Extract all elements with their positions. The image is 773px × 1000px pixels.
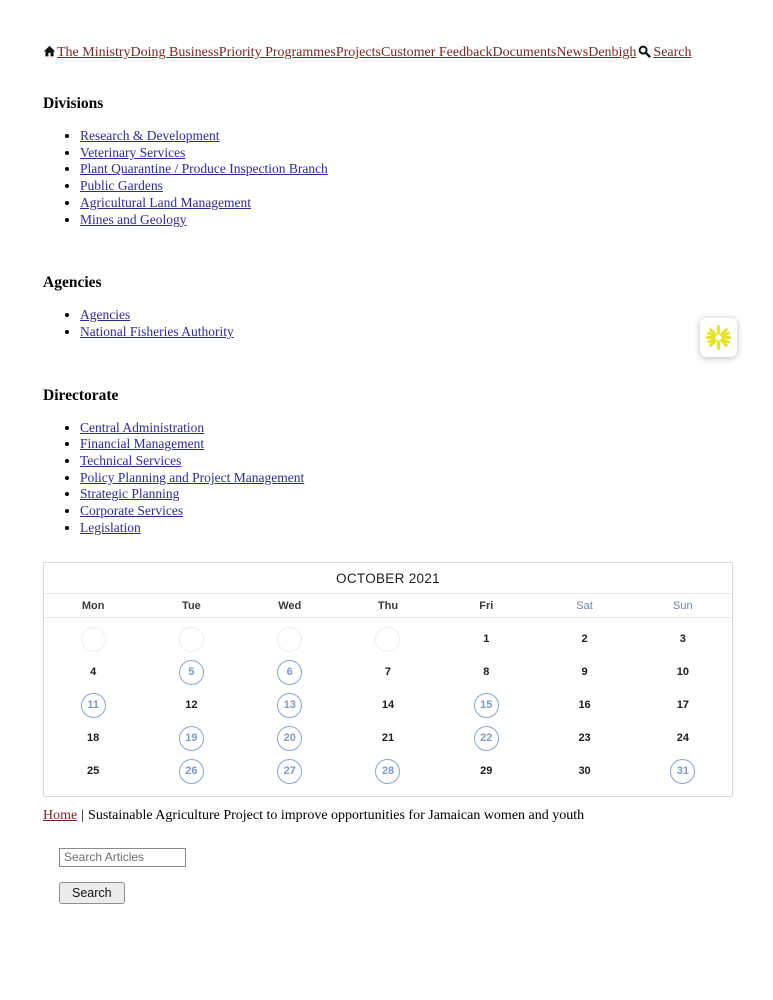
accessibility-widget-button[interactable] [700,318,737,357]
link-technical-services[interactable]: Technical Services [80,453,182,469]
search-articles-input[interactable] [59,848,186,867]
link-agricultural-land-management[interactable]: Agricultural Land Management [80,194,251,210]
calendar-cell [437,689,535,722]
link-policy-planning-and-project-management[interactable]: Policy Planning and Project Management [80,469,305,485]
list-item [80,453,733,470]
calendar-cell [437,755,535,788]
section-title-directorate: Directorate [43,386,119,404]
calendar-day-9: 9 [581,666,588,679]
calendar-day-16: 16 [578,699,591,712]
calendar-day-23: 23 [578,732,591,745]
calendar-dayname-wed: Wed [278,599,302,612]
calendar-day-25: 25 [87,765,100,778]
calendar-day-28[interactable]: 28 [375,759,400,784]
accessibility-asterisk-icon [705,324,732,351]
calendar-day-21: 21 [381,732,395,745]
list-item [80,178,733,195]
calendar-empty-day [375,627,400,652]
nav-link-denbigh[interactable]: Denbigh [588,45,637,60]
nav-link-documents[interactable]: Documents [492,45,557,60]
list-item [80,503,733,520]
link-research-development[interactable]: Research & Development [80,128,220,143]
calendar-day-4: 4 [90,666,97,679]
nav-links [57,45,636,60]
calendar-cell [44,722,142,755]
calendar-cell [44,755,142,788]
section-list-directorate [43,420,733,537]
article-search [59,848,733,904]
calendar-day-18: 18 [87,732,100,745]
calendar-day-5[interactable]: 5 [179,660,204,685]
calendar-title: OCTOBER 2021 [44,563,732,594]
calendar-day-17: 17 [676,699,689,712]
nav-link-doing-business[interactable]: Doing Business [130,45,219,60]
calendar-day-12: 12 [185,699,198,712]
calendar-dayname-mon: Mon [81,599,105,612]
calendar-cell [634,722,732,755]
breadcrumb [43,807,733,825]
calendar-cell [142,722,240,755]
calendar-day-2: 2 [581,633,588,646]
calendar-day-31[interactable]: 31 [670,759,695,784]
link-central-administration[interactable]: Central Administration [80,419,205,435]
calendar-day-15[interactable]: 15 [474,693,499,718]
search-link[interactable] [638,45,691,60]
list-item [80,470,733,487]
breadcrumb-separator: | [81,807,85,823]
section-title-agencies: Agencies [43,274,102,292]
list-item [80,436,733,453]
calendar-cell [634,689,732,722]
calendar-cell [437,722,535,755]
section-list-agencies [43,307,733,340]
calendar-cell [142,623,240,656]
nav-link-projects[interactable]: Projects [335,45,381,60]
calendar-day-29: 29 [480,765,493,778]
calendar-cell [241,689,339,722]
link-public-gardens[interactable]: Public Gardens [80,178,163,194]
list-item [80,520,733,537]
calendar-day-13[interactable]: 13 [277,693,302,718]
nav-link-priority-programmes[interactable]: Priority Programmes [218,45,336,60]
link-veterinary-services[interactable]: Veterinary Services [80,144,186,160]
calendar-cell [339,656,437,689]
calendar-day-27[interactable]: 27 [277,759,302,784]
nav-link-news[interactable]: News [556,45,589,60]
list-item [80,161,733,178]
calendar-day-30: 30 [578,765,591,778]
list-item [80,128,733,145]
calendar-cell [634,623,732,656]
calendar-cell [339,689,437,722]
calendar-empty-day [81,627,106,652]
page-title: Sustainable Agriculture Project to improve opportunities for Jamaican women and youth [88,807,585,823]
link-corporate-services[interactable]: Corporate Services [80,503,184,519]
calendar-cell [634,755,732,788]
calendar-cell [535,722,633,755]
nav-link-the-ministry[interactable]: The Ministry [57,45,131,60]
calendar-cell [44,689,142,722]
calendar-dayname-tue: Tue [182,599,201,612]
calendar-dayname-sat: Sat [576,599,593,612]
calendar-cell [437,656,535,689]
link-mines-and-geology[interactable]: Mines and Geology [80,211,187,227]
calendar-cell [535,623,633,656]
calendar-cell [339,623,437,656]
calendar-cell [241,656,339,689]
calendar-day-24: 24 [676,732,689,745]
calendar-widget [43,562,733,797]
list-item [80,486,733,503]
link-strategic-planning[interactable]: Strategic Planning [80,486,180,502]
calendar-cell [535,689,633,722]
list-item [80,212,733,229]
calendar-cell [634,656,732,689]
calendar-day-8: 8 [483,666,490,679]
calendar-dayname-thu: Thu [377,599,399,612]
calendar-dayname-fri: Fri [479,599,494,612]
sections [43,95,733,537]
link-national-fisheries-authority[interactable]: National Fisheries Authority [80,323,234,339]
calendar-day-20[interactable]: 20 [277,726,302,751]
calendar-cell [437,623,535,656]
link-financial-management[interactable]: Financial Management [80,436,205,452]
calendar-day-3: 3 [679,633,686,646]
calendar-cell [142,689,240,722]
home-icon[interactable] [43,45,56,64]
calendar-cell [535,656,633,689]
calendar-day-10: 10 [676,666,689,679]
search-link-label: Search [653,45,692,60]
calendar-grid [44,618,732,796]
breadcrumb-home-link[interactable]: Home [43,807,78,823]
calendar-cell [44,656,142,689]
list-item [80,324,733,341]
page-content [43,0,733,904]
calendar-cell [339,722,437,755]
nav-link-customer-feedback[interactable]: Customer Feedback [380,45,493,60]
calendar-dayname-sun: Sun [673,599,693,612]
calendar-day-1: 1 [483,633,490,646]
calendar-cell [535,755,633,788]
link-plant-quarantine-produce-inspection-branch[interactable]: Plant Quarantine / Produce Inspection Branch [80,161,328,177]
search-button[interactable]: Search [59,882,125,904]
calendar-empty-day [277,627,302,652]
link-legislation[interactable]: Legislation [80,519,141,535]
calendar-cell [142,656,240,689]
search-icon [638,45,651,58]
calendar-day-headers [44,594,732,618]
list-item [80,307,733,324]
section-list-divisions [43,128,733,228]
calendar-cell [44,623,142,656]
list-item [80,145,733,162]
calendar-cell [142,755,240,788]
list-item [80,420,733,437]
calendar-day-19[interactable]: 19 [179,726,204,751]
calendar-cell [241,755,339,788]
link-agencies[interactable]: Agencies [80,307,131,323]
calendar-empty-day [179,627,204,652]
calendar-cell [339,755,437,788]
calendar-day-14: 14 [381,699,395,712]
list-item [80,195,733,212]
calendar-day-7: 7 [384,666,392,679]
section-title-divisions: Divisions [43,95,104,112]
calendar-cell [241,722,339,755]
calendar-cell [241,623,339,656]
calendar-day-26[interactable]: 26 [179,759,204,784]
calendar-day-6[interactable]: 6 [277,660,302,685]
top-nav [43,44,733,64]
calendar-day-11[interactable]: 11 [81,693,106,718]
calendar-day-22[interactable]: 22 [474,726,499,751]
